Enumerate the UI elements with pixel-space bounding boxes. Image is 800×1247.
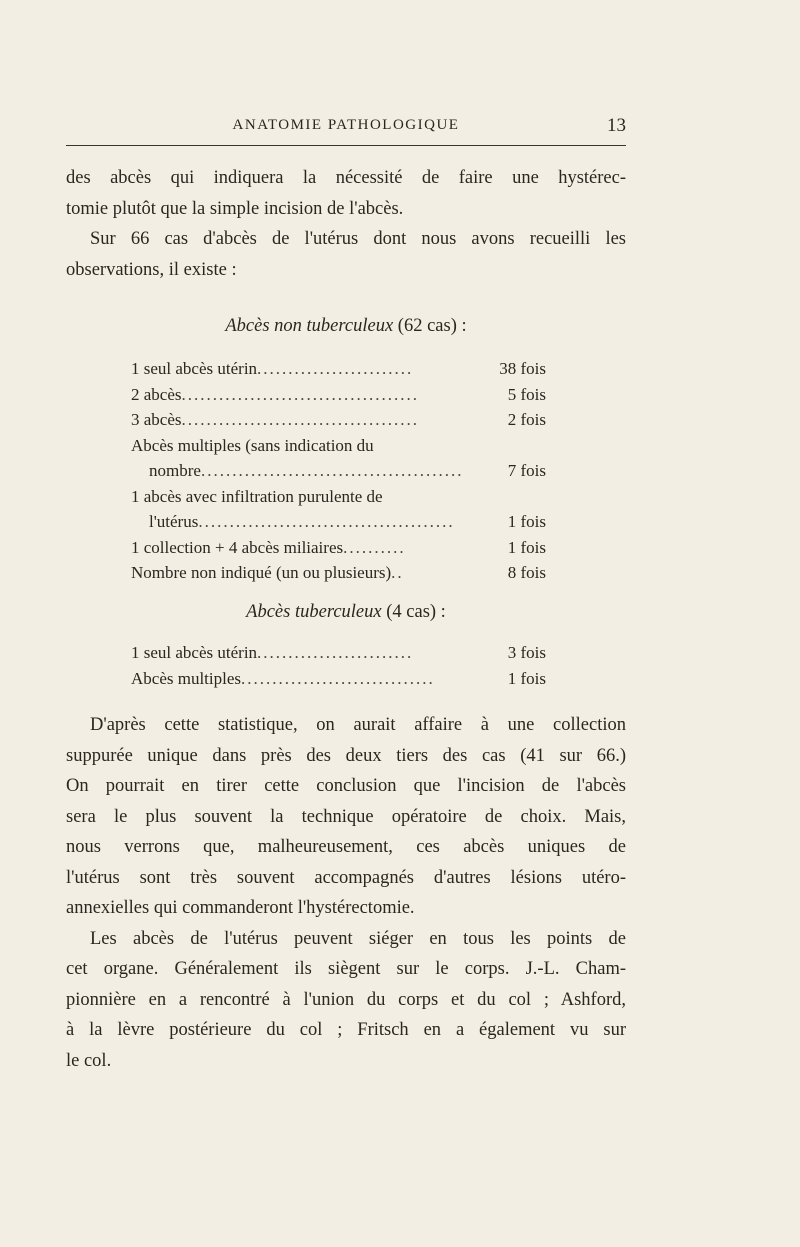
table-row (131, 535, 546, 561)
text-line: le col. (66, 1050, 112, 1071)
table-row (131, 666, 546, 692)
text-line: pionnière en a rencontré à l'union du corps et du col ; Ashford, (66, 989, 626, 1010)
row-label: 3 abcès (131, 410, 182, 429)
table-row (131, 356, 546, 382)
stats-table-non-tuberculous (131, 356, 546, 586)
row-label: Abcès multiples (131, 668, 242, 688)
row-label: 1 seul abcès utérin (131, 643, 258, 662)
row-value: 3 fois (507, 643, 546, 662)
row-label-with-leader (131, 484, 383, 510)
row-label: 1 seul abcès utérin (131, 359, 258, 378)
table-row (131, 509, 546, 535)
dot-leader: .. (391, 563, 404, 582)
row-value: 7 fois (507, 461, 546, 480)
table-row (131, 458, 546, 484)
dot-leader: ......................... (257, 643, 414, 662)
text-line: à la lèvre postérieure du col ; Fritsch en a également vu sur (66, 1020, 626, 1040)
row-label: l'utérus (149, 512, 199, 531)
row-label-with-leader (131, 407, 419, 433)
row-value: 2 fois (507, 410, 546, 429)
table-row (131, 640, 546, 666)
dot-leader: ...................................... (181, 410, 420, 429)
dot-leader: .......................................... (200, 461, 464, 480)
header-rule (66, 145, 626, 146)
intro-paragraph (66, 163, 626, 285)
running-title: ANATOMIE PATHOLOGIQUE (232, 117, 460, 133)
row-label-with-leader (131, 666, 435, 692)
section-heading-tuberculous (66, 602, 626, 623)
text-line: annexielles qui commanderont l'hystérectomie. (66, 898, 415, 918)
row-label-with-leader (149, 509, 455, 535)
row-value: 38 fois (499, 359, 546, 378)
text-line: On pourrait en tirer cette conclusion que l'incision de l'abcès (66, 776, 626, 796)
row-value: 1 fois (507, 668, 546, 688)
row-label-with-leader (131, 356, 413, 382)
text-line: observations, il existe : (66, 259, 237, 280)
text-line: des abcès qui indiquera la nécessité de faire une hystérec- (66, 168, 626, 188)
dot-leader: ......................... (257, 359, 414, 378)
row-value: 5 fois (507, 384, 546, 404)
text-line: tomie plutôt que la simple incision de l'abcès. (66, 198, 404, 219)
table-row (131, 560, 546, 586)
text-line: cet organe. Généralement ils siègent sur le corps. J.-L. Cham- (66, 959, 626, 979)
row-label: Nombre non indiqué (un ou plusieurs) (131, 563, 392, 582)
table-row (131, 433, 546, 459)
row-label-with-leader (131, 535, 406, 561)
heading-italic: Abcès non tuberculeux (225, 316, 394, 336)
heading-count: (4 cas) : (381, 602, 446, 622)
table-row (131, 407, 546, 433)
table-row (131, 484, 546, 510)
text-line: sera le plus souvent la technique opératoire de choix. Mais, (66, 806, 626, 827)
stats-table-tuberculous (131, 640, 546, 691)
dot-leader: .......... (343, 537, 406, 557)
row-label: nombre (149, 461, 201, 480)
page-number: 13 (607, 115, 626, 136)
conclusion-paragraphs (66, 710, 626, 1076)
text-line: Les abcès de l'utérus peuvent siéger en tous les points de (90, 928, 626, 949)
row-value: 1 fois (507, 512, 546, 531)
row-label-with-leader (131, 433, 374, 459)
text-line: suppurée unique dans près des deux tiers des cas (41 sur 66.) (66, 745, 626, 766)
row-label: 2 abcès (131, 384, 182, 404)
section-heading-non-tuberculous (66, 316, 626, 337)
row-label-with-leader (131, 560, 404, 586)
row-value: 8 fois (507, 563, 546, 582)
heading-italic: Abcès tuberculeux (246, 602, 382, 622)
row-label: 1 abcès avec infiltration purulente de (131, 486, 383, 506)
row-label-with-leader (131, 640, 413, 666)
row-label-with-leader (149, 458, 463, 484)
dot-leader: ......................................... (198, 512, 455, 531)
text-line: D'après cette statistique, on aurait affaire à une collection (90, 715, 626, 735)
row-label: Abcès multiples (sans indication du (131, 435, 374, 455)
text-line: nous verrons que, malheureusement, ces abcès uniques de (66, 837, 626, 857)
row-label: 1 collection + 4 abcès miliaires (131, 537, 344, 557)
row-label-with-leader (131, 382, 419, 408)
text-line: Sur 66 cas d'abcès de l'utérus dont nous avons recueilli les (90, 229, 626, 249)
page-header (66, 117, 626, 143)
dot-leader: ............................... (241, 668, 435, 688)
table-row (131, 382, 546, 408)
dot-leader: ...................................... (181, 384, 420, 404)
text-line: l'utérus sont très souvent accompagnés d'autres lésions utéro- (66, 867, 626, 888)
heading-count: (62 cas) : (393, 316, 467, 336)
row-value: 1 fois (507, 537, 546, 557)
